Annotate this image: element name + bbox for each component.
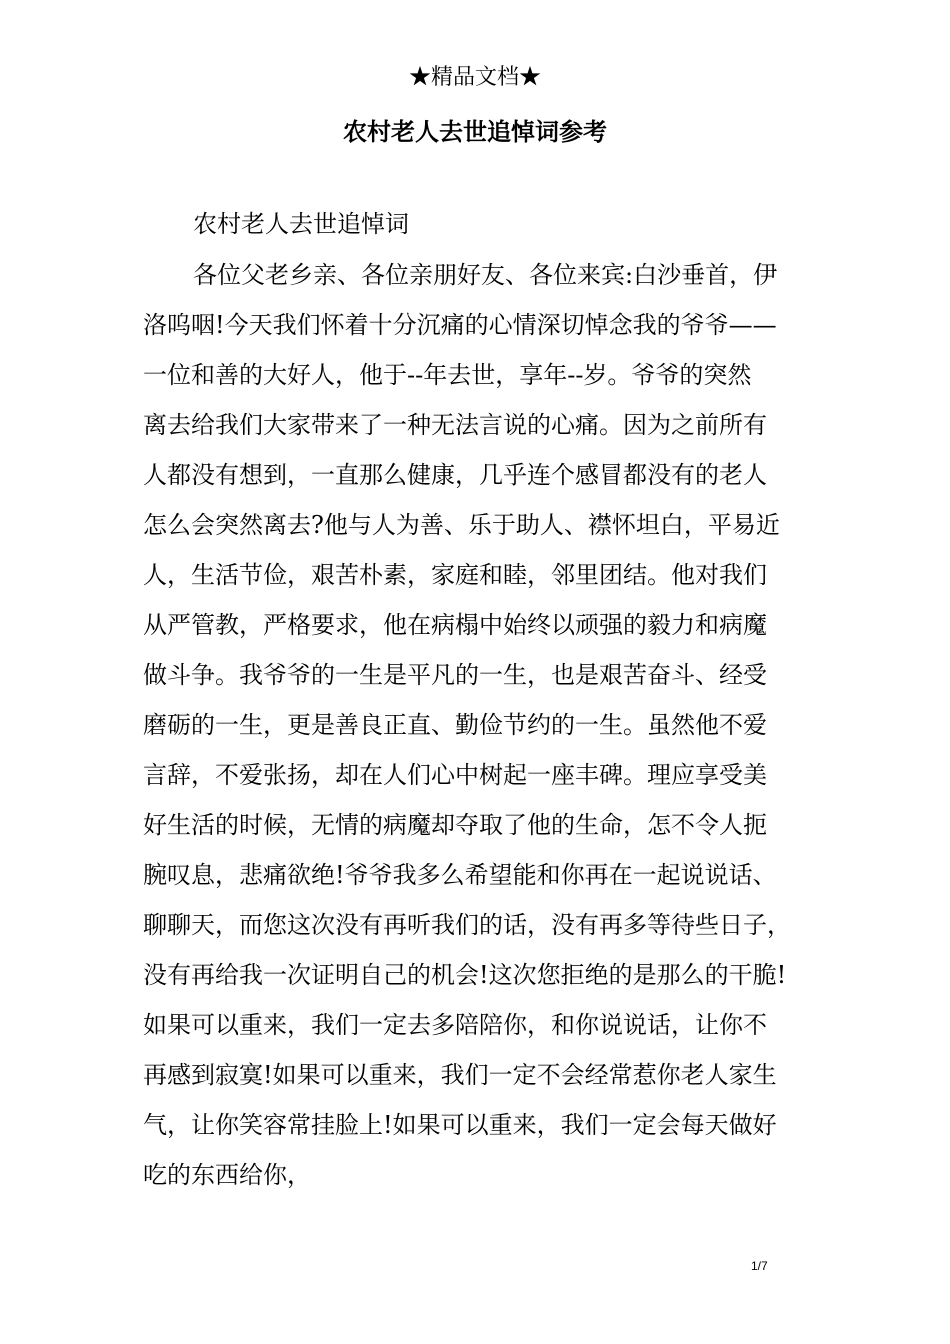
text-line: 从严管教，严格要求，他在病榻中始终以顽强的毅力和病魔 bbox=[143, 611, 767, 639]
text-line: 再感到寂寞!如果可以重来，我们一定不会经常惹你老人家生 bbox=[143, 1061, 777, 1089]
text-line: 离去给我们大家带来了一种无法言说的心痛。因为之前所有 bbox=[143, 411, 767, 439]
text-line: 做斗争。我爷爷的一生是平凡的一生，也是艰苦奋斗、经受 bbox=[143, 661, 767, 689]
text-line: 怎么会突然离去?他与人为善、乐于助人、襟怀坦白，平易近 bbox=[143, 511, 780, 539]
text-line: 吃的东西给你， bbox=[143, 1161, 311, 1189]
section-heading: 农村老人去世追悼词 bbox=[193, 210, 409, 238]
text-line: 言辞，不爱张扬，却在人们心中树起一座丰碑。理应享受美 bbox=[143, 761, 767, 789]
text-line: 没有再给我一次证明自己的机会!这次您拒绝的是那么的干脆! bbox=[143, 961, 787, 989]
page-number: 1/7 bbox=[751, 1259, 768, 1273]
text-line: 磨砺的一生，更是善良正直、勤俭节约的一生。虽然他不爱 bbox=[143, 711, 767, 739]
text-line: 各位父老乡亲、各位亲朋好友、各位来宾:白沙垂首，伊 bbox=[193, 261, 778, 289]
text-line: 人都没有想到，一直那么健康，几乎连个感冒都没有的老人 bbox=[143, 461, 767, 489]
document-header: ★精品文档★ bbox=[408, 65, 541, 90]
text-line: 人，生活节俭，艰苦朴素，家庭和睦，邻里团结。他对我们 bbox=[143, 561, 767, 589]
text-line: 如果可以重来，我们一定去多陪陪你，和你说说话，让你不 bbox=[143, 1011, 767, 1039]
text-line: 洛呜咽!今天我们怀着十分沉痛的心情深切悼念我的爷爷—— bbox=[143, 311, 777, 339]
text-line: 气，让你笑容常挂脸上!如果可以重来，我们一定会每天做好 bbox=[143, 1111, 777, 1139]
text-line: 腕叹息，悲痛欲绝!爷爷我多么希望能和你再在一起说说话、 bbox=[143, 861, 777, 889]
document-title: 农村老人去世追悼词参考 bbox=[343, 117, 607, 146]
body-text bbox=[143, 255, 843, 1205]
text-line: 一位和善的大好人，他于--年去世，享年--岁。爷爷的突然 bbox=[143, 361, 752, 389]
text-line: 聊聊天，而您这次没有再听我们的话，没有再多等待些日子， bbox=[143, 911, 791, 939]
text-line: 好生活的时候，无情的病魔却夺取了他的生命，怎不令人扼 bbox=[143, 811, 767, 839]
